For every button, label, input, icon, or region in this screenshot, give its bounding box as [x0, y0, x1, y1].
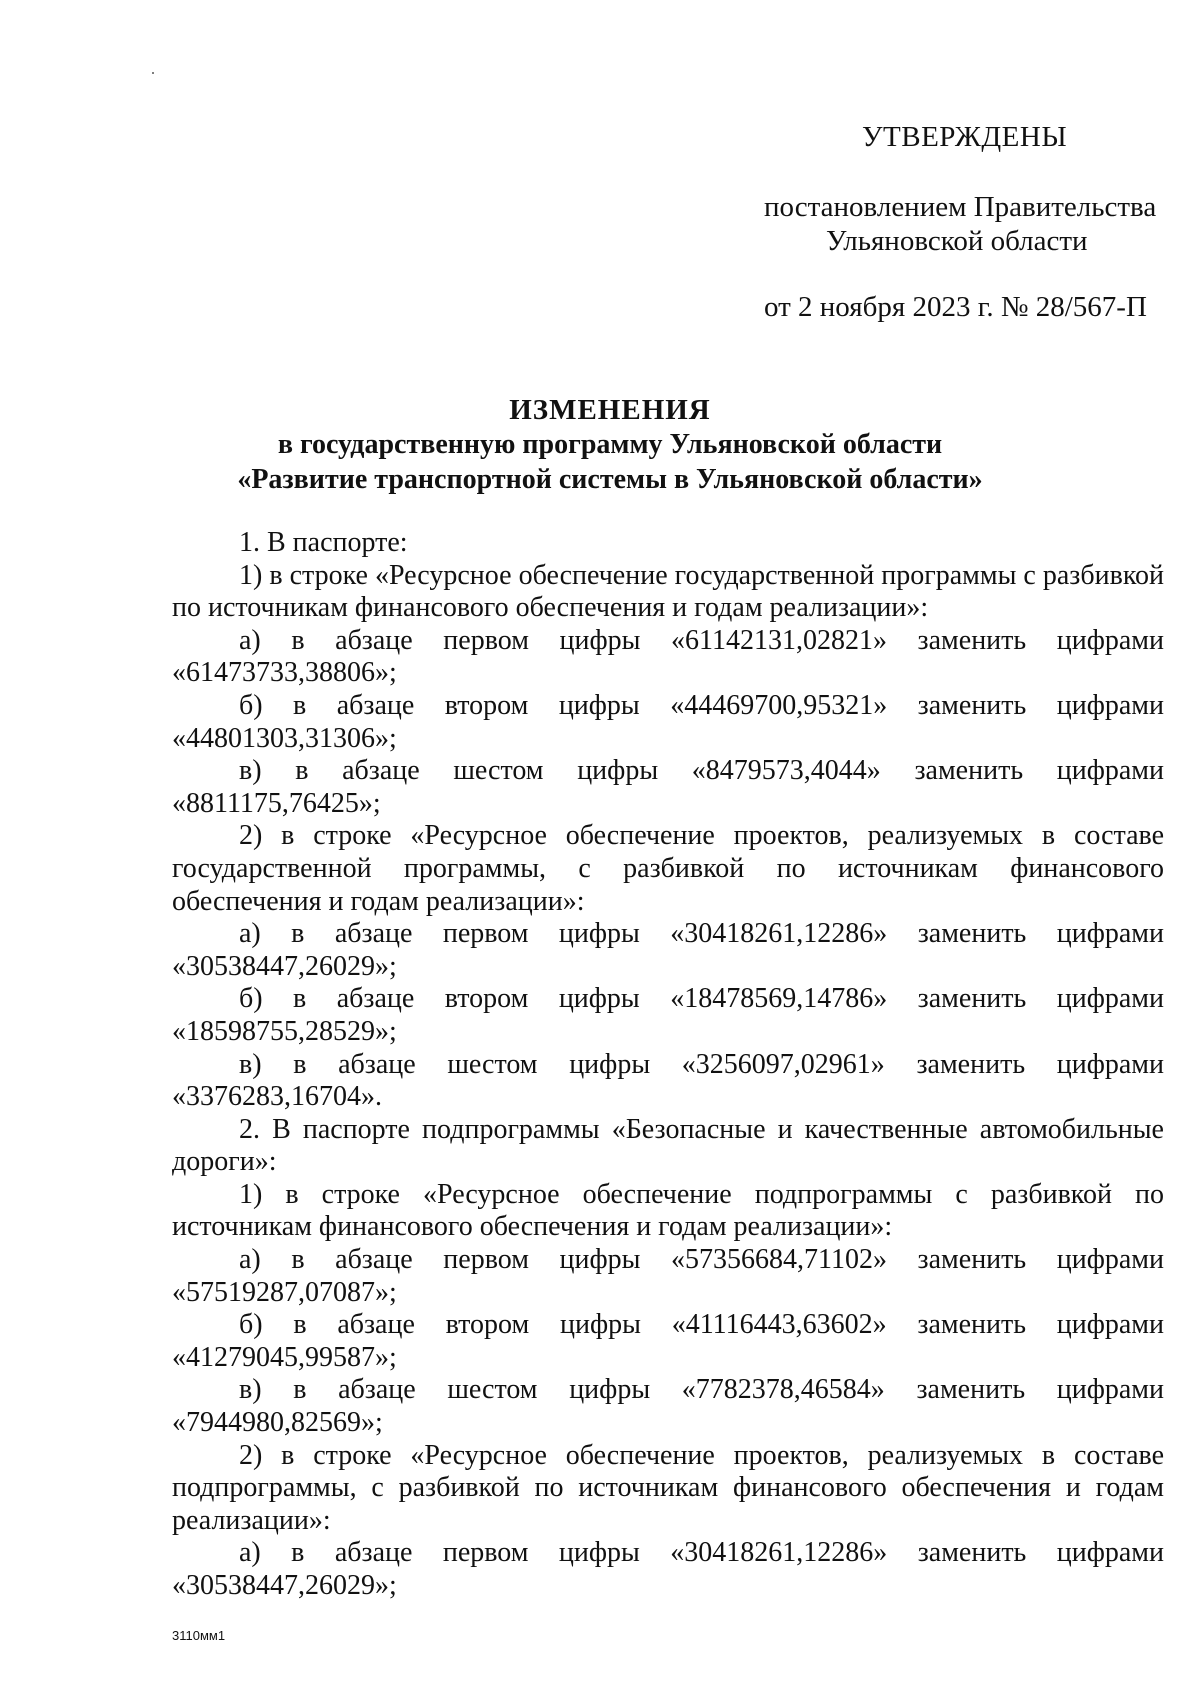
paragraph: 2) в строке «Ресурсное обеспечение проектов, реализуемых в составе государственной программы, с разбивкой по источникам финансового обеспечения и годам реализации»: — [172, 820, 1164, 917]
document-subtitle-1: в государственную программу Ульяновской области — [277, 429, 943, 460]
paragraph: а) в абзаце первом цифры «57356684,71102» заменить цифрами «57519287,07087»; — [172, 1244, 1164, 1308]
paragraph: а) в абзаце первом цифры «30418261,12286» заменить цифрами «30538447,26029»; — [172, 1537, 1164, 1601]
paragraph: 2. В паспорте подпрограммы «Безопасные и качественные автомобильные дороги»: — [172, 1113, 1164, 1178]
document-title: ИЗМЕНЕНИЯ — [509, 394, 711, 426]
paragraph: б) в абзаце втором цифры «41116443,63602» заменить цифрами «41279045,99587»; — [172, 1309, 1164, 1373]
paragraph: в) в абзаце шестом цифры «8479573,4044» заменить цифрами «8811175,76425»; — [172, 755, 1164, 819]
footer-document-code: 3110мм1 — [172, 1628, 226, 1643]
document-subtitle-2: «Развитие транспортной системы в Ульяновской области» — [237, 464, 983, 495]
paragraph: а) в абзаце первом цифры «61142131,02821» заменить цифрами «61473733,38806»; — [172, 624, 1164, 689]
paragraph: а) в абзаце первом цифры «30418261,12286» заменить цифрами «30538447,26029»; — [172, 918, 1164, 982]
scan-speck — [152, 72, 154, 74]
paragraph: 1) в строке «Ресурсное обеспечение государственной программы с разбивкой по источникам финансового обеспечения и годам реализации»: — [172, 559, 1164, 624]
document-body — [172, 527, 1164, 1603]
paragraph: 1) в строке «Ресурсное обеспечение подпрограммы с разбивкой по источникам финансового обеспечения и годам реализации»: — [172, 1178, 1164, 1243]
paragraph: в) в абзаце шестом цифры «3256097,02961» заменить цифрами «3376283,16704». — [172, 1048, 1164, 1113]
approval-region-line: Ульяновской области — [826, 225, 1088, 257]
paragraph: в) в абзаце шестом цифры «7782378,46584» заменить цифрами «7944980,82569»; — [172, 1374, 1164, 1439]
paragraph: 2) в строке «Ресурсное обеспечение проектов, реализуемых в составе подпрограммы, с разбивкой по источникам финансового обеспечения и годам реализации»: — [172, 1439, 1164, 1536]
approval-by-line: постановлением Правительства — [764, 191, 1157, 223]
paragraph: б) в абзаце втором цифры «44469700,95321» заменить цифрами «44801303,31306»; — [172, 689, 1164, 754]
paragraph: 1. В паспорте: — [239, 527, 408, 558]
paragraph: б) в абзаце втором цифры «18478569,14786» заменить цифрами «18598755,28529»; — [172, 983, 1164, 1047]
approval-stamp: УТВЕРЖДЕНЫ — [862, 121, 1068, 153]
approval-date-line: от 2 ноября 2023 г. № 28/567-П — [764, 291, 1147, 323]
